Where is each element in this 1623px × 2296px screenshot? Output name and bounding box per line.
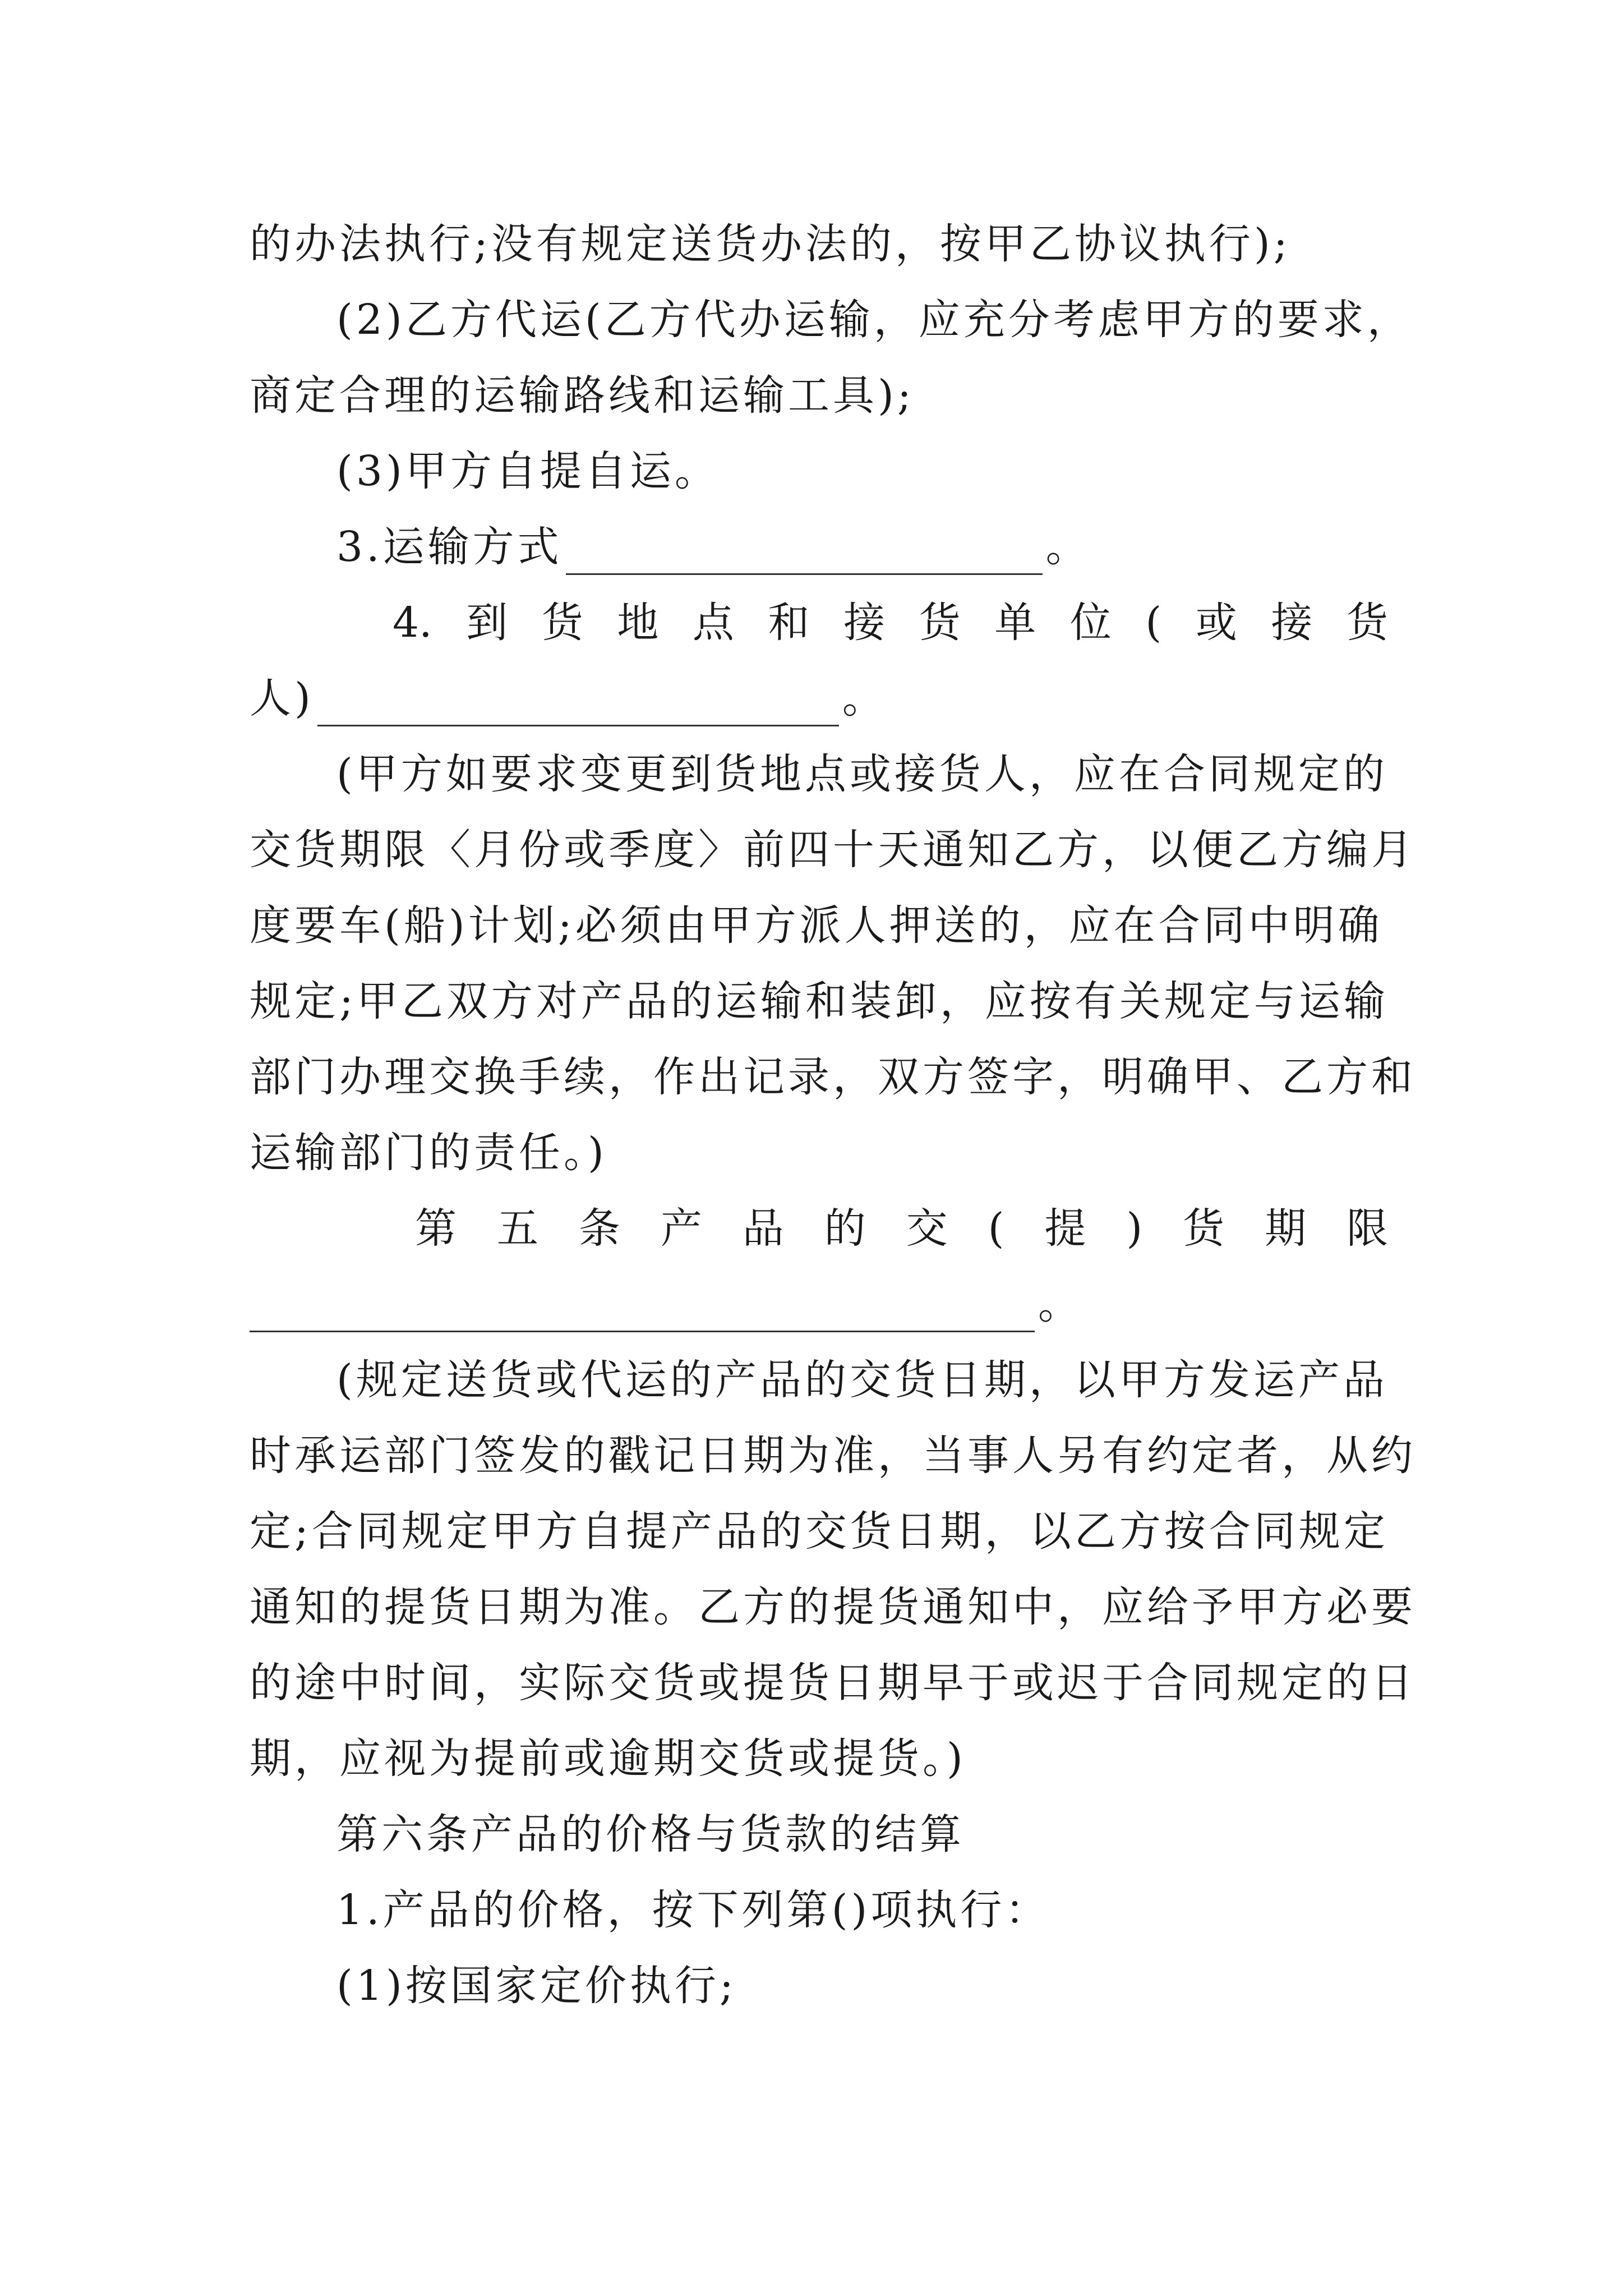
spaced-char: 或 (1195, 599, 1237, 647)
paragraph-line: 定;合同规定甲方自提产品的交货日期，以乙方按合同规定 (250, 1507, 1389, 1556)
spaced-char: 位 (1069, 599, 1112, 647)
spaced-char: ( (1145, 599, 1162, 647)
paragraph-line: 1.产品的价格，按下列第()项执行： (336, 1886, 1050, 1934)
spaced-char: 和 (768, 599, 810, 647)
spaced-char: 货 (1183, 1204, 1225, 1253)
paragraph-line: 通知的提货日期为准。乙方的提货通知中，应给予甲方必要 (250, 1583, 1416, 1631)
paragraph-line: 交货期限〈月份或季度〉前四十天通知乙方，以便乙方编月 (250, 826, 1416, 874)
paragraph-line: 时承运部门签发的戳记日期为准，当事人另有约定者，从约 (250, 1432, 1416, 1480)
paragraph-line: (1)按国家定价执行; (336, 1962, 737, 2010)
paragraph-line: 运输部门的责任。) (250, 1129, 607, 1177)
spaced-char: 接 (843, 599, 886, 647)
spaced-char: 点 (692, 599, 734, 647)
receiver-label: 人) (250, 674, 314, 723)
spaced-char: 期 (1265, 1204, 1307, 1253)
spaced-char: 货 (541, 599, 583, 647)
receiver-line (250, 670, 1388, 726)
spaced-char: 的 (824, 1204, 866, 1253)
spaced-char: 五 (496, 1204, 538, 1253)
spaced-char: 货 (1347, 599, 1388, 647)
delivery-location-line (393, 595, 1388, 651)
spaced-char: 产 (660, 1204, 702, 1253)
paragraph-line: 期，应视为提前或逾期交货或提货。) (250, 1734, 966, 1783)
spaced-char: 提 (1044, 1204, 1086, 1253)
spaced-char: 交 (906, 1204, 948, 1253)
line-end-punct: 。 (1038, 1280, 1083, 1328)
paragraph-line: 商定合理的运输路线和运输工具); (250, 371, 915, 420)
spaced-char: 单 (994, 599, 1036, 647)
transport-method-label: 3.运输方式 (336, 523, 562, 571)
transport-method-blank (566, 534, 1043, 575)
spaced-char: 限 (1347, 1204, 1388, 1253)
paragraph-line: (3)甲方自提自运。 (336, 447, 720, 495)
spaced-char: 到 (466, 599, 508, 647)
paragraph-line: 的途中时间，实际交货或提货日期早于或迟于合同规定的日 (250, 1659, 1416, 1707)
spaced-char: 第 (415, 1204, 457, 1253)
paragraph-line: 规定;甲乙双方对产品的运输和装卸，应按有关规定与运输 (250, 977, 1389, 1025)
paragraph-line: 部门办理交换手续，作出记录，双方签字，明确甲、乙方和 (250, 1053, 1416, 1101)
spaced-char: 地 (617, 599, 659, 647)
spaced-char: 货 (919, 599, 961, 647)
article-six-heading: 第六条产品的价格与货款的结算 (336, 1810, 965, 1858)
spaced-char: ( (988, 1204, 1004, 1253)
receiver-blank (317, 685, 839, 726)
line-end-punct: 。 (842, 674, 887, 723)
line-end-punct: 。 (1045, 523, 1091, 571)
paragraph-line: (甲方如要求变更到货地点或接货人，应在合同规定的 (336, 750, 1388, 798)
delivery-period-blank (250, 1291, 1035, 1332)
paragraph-line: (规定送货或代运的产品的交货日期，以甲方发运产品 (336, 1356, 1388, 1404)
transport-method-line (336, 519, 1388, 575)
paragraph-line: 的办法执行;没有规定送货办法的，按甲乙协议执行); (250, 220, 1291, 268)
article-five-blank-line (250, 1276, 1388, 1332)
spaced-char: 品 (742, 1204, 784, 1253)
spaced-char: 接 (1271, 599, 1313, 647)
spaced-char: 条 (578, 1204, 620, 1253)
article-five-heading (415, 1200, 1388, 1257)
paragraph-line: (2)乙方代运(乙方代办运输，应充分考虑甲方的要求， (336, 296, 1412, 344)
spaced-char: 4. (393, 599, 432, 647)
spaced-char: ) (1126, 1204, 1143, 1253)
paragraph-line: 度要车(船)计划;必须由甲方派人押送的，应在合同中明确 (250, 901, 1383, 950)
